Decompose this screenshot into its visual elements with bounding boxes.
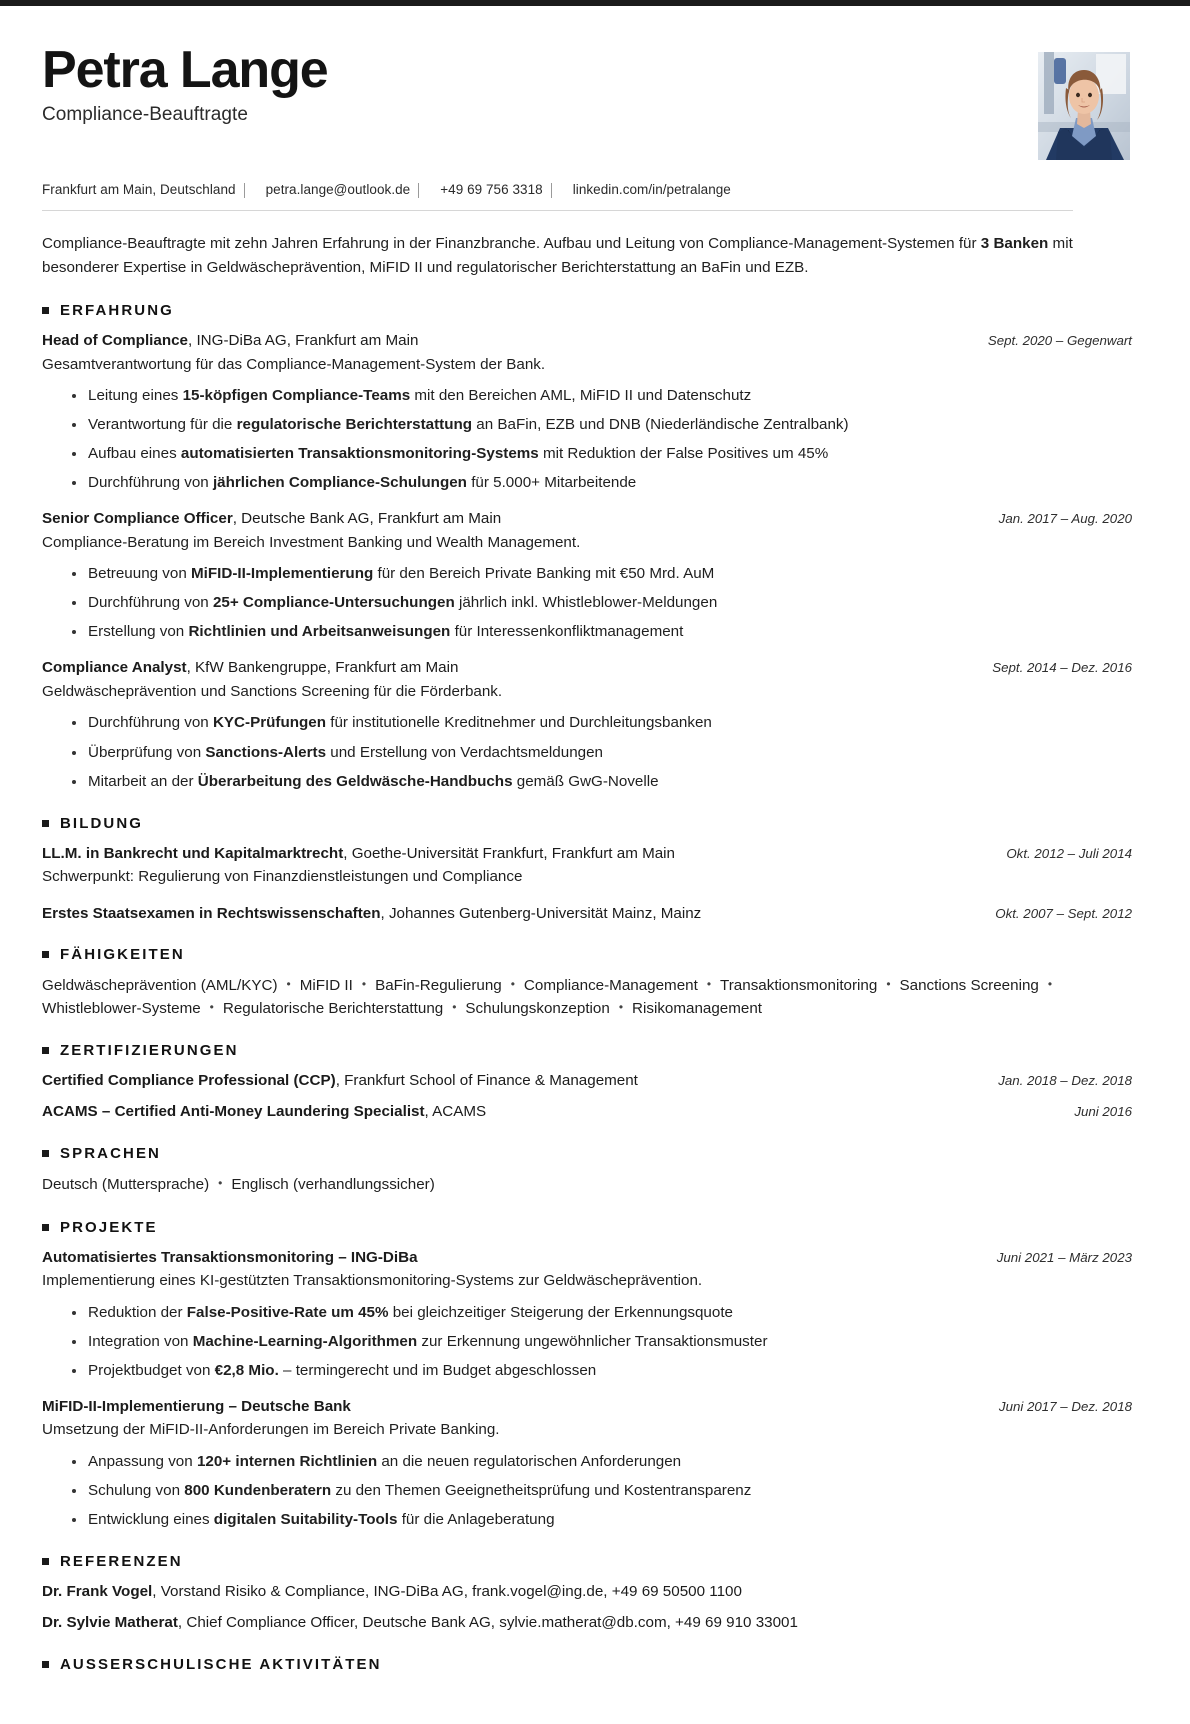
page-title: Petra Lange (42, 41, 328, 99)
bullet-text: Mitarbeit an der (88, 772, 198, 790)
professional-summary (42, 232, 1073, 280)
skills-list (42, 974, 1073, 1020)
section-heading-label: AUSSERSCHULISCHE AKTIVITÄTEN (60, 1655, 382, 1673)
education-entry (42, 903, 1132, 925)
bullet-text: Anpassung von (88, 1452, 197, 1470)
entry-header (42, 330, 1132, 352)
language-item: Deutsch (Muttersprache) (42, 1176, 210, 1194)
resume-header (42, 38, 1132, 160)
education-list (42, 843, 1132, 925)
entry-date: Jan. 2017 – Aug. 2020 (998, 511, 1132, 527)
entry-title (42, 843, 675, 865)
skill-item: Schulungskonzeption (465, 1000, 610, 1018)
bullet-text: mit den Bereichen AML, MiFID II und Datenschutz (410, 387, 752, 405)
bullet-text: bei gleichzeitiger Steigerung der Erkennungsquote (388, 1303, 733, 1321)
contact-divider (244, 183, 245, 198)
entry-title (42, 1396, 351, 1418)
contact-divider (418, 183, 419, 198)
contact-divider (551, 183, 552, 198)
bullet-item (70, 414, 1132, 436)
bullet-highlight: 15-köpfigen Compliance-Teams (182, 387, 411, 405)
entry-title-rest: , Johannes Gutenberg-Universität Mainz, Mainz (380, 904, 702, 922)
skill-item: Regulatorische Berichterstattung (222, 1000, 444, 1018)
contact-linkedin[interactable]: linkedin.com/in/petralange (572, 182, 731, 197)
language-item: Englisch (verhandlungssicher) (231, 1176, 435, 1194)
bullet-highlight: regulatorische Berichterstattung (236, 416, 473, 434)
separator-dot-icon: • (361, 977, 367, 992)
separator-dot-icon: • (218, 1176, 223, 1191)
section-heading-label: FÄHIGKEITEN (60, 946, 185, 964)
entry-title (42, 330, 418, 352)
skill-item: BaFin-Regulierung (375, 977, 502, 995)
contact-phone[interactable]: +49 69 756 3318 (440, 182, 543, 197)
bullet-text: Durchführung von (88, 474, 213, 492)
certification-text (42, 1070, 638, 1092)
bullet-highlight: Sanctions-Alerts (205, 743, 327, 761)
separator-dot-icon: • (706, 977, 712, 992)
experience-entry (42, 508, 1132, 643)
section-heading-label: REFERENZEN (60, 1552, 183, 1570)
section-heading-label: SPRACHEN (60, 1145, 161, 1163)
header-divider (42, 210, 1073, 211)
certification-text (42, 1101, 486, 1123)
square-bullet-icon (42, 951, 49, 958)
bullet-text: Verantwortung für die (88, 416, 237, 434)
bullet-item (70, 1480, 1132, 1502)
bullet-item (70, 1360, 1132, 1382)
summary-part-2: mit besonderer Expertise in Geldwäscheprävention, MiFID II und regulatorischer Berichterstattung an BaFin und EZB. (42, 235, 1073, 277)
separator-dot-icon: • (618, 1000, 624, 1015)
page-bottom-spacer (42, 1684, 1132, 1724)
bullet-item (70, 1331, 1132, 1353)
bullet-text: gemäß GwG-Novelle (512, 772, 659, 790)
entry-date: Juni 2017 – Dez. 2018 (998, 1398, 1132, 1414)
section-heading-languages (42, 1145, 1132, 1162)
separator-dot-icon: • (286, 977, 291, 992)
skill-item: Whistleblower-Systeme (42, 1000, 201, 1018)
entry-title (42, 1247, 418, 1269)
skill-item: Risikomanagement (632, 1000, 763, 1018)
square-bullet-icon (42, 1224, 49, 1231)
bullet-item (70, 472, 1132, 494)
bullet-highlight: 800 Kundenberatern (184, 1481, 332, 1499)
bullet-text: an die neuen regulatorischen Anforderungen (377, 1452, 682, 1470)
bullet-text: Durchführung von (88, 594, 213, 612)
entry-title-rest: , Goethe-Universität Frankfurt, Frankfurt am Main (343, 844, 675, 862)
experience-list (42, 330, 1132, 793)
bullet-text: Schulung von (88, 1481, 185, 1499)
section-references (42, 1553, 1132, 1634)
entry-subtitle: Gesamtverantwortung für das Compliance-Management-System der Bank. (42, 355, 546, 373)
certification-date: Jan. 2018 – Dez. 2018 (998, 1073, 1132, 1089)
bullet-item (70, 1302, 1132, 1324)
section-heading-references (42, 1553, 1132, 1570)
bullet-highlight: 25+ Compliance-Untersuchungen (212, 594, 455, 612)
entry-subtitle: Umsetzung der MiFID-II-Anforderungen im Bereich Private Banking. (42, 1421, 500, 1439)
entry-header (42, 903, 1132, 925)
section-heading-label: ZERTIFIZIERUNGEN (60, 1042, 239, 1060)
square-bullet-icon (42, 1047, 49, 1054)
bullet-list (42, 1302, 1132, 1382)
header-text-block (42, 38, 328, 126)
entry-title (42, 903, 701, 925)
square-bullet-icon (42, 820, 49, 827)
bullet-text: Betreuung von (88, 565, 192, 583)
bullet-text: für den Bereich Private Banking mit €50 Mrd. AuM (373, 565, 715, 583)
entry-title-bold: Senior Compliance Officer (42, 510, 233, 528)
entry-subtitle: Implementierung eines KI-gestützten Transaktionsmonitoring-Systems zur Geldwäscheprävention. (42, 1272, 703, 1290)
experience-entry (42, 330, 1132, 494)
avatar (1038, 52, 1130, 160)
separator-dot-icon: • (452, 1000, 457, 1015)
section-heading-education (42, 815, 1132, 832)
reference-name: Dr. Frank Vogel (42, 1582, 153, 1600)
separator-dot-icon: • (510, 977, 515, 992)
bullet-item (70, 1451, 1132, 1473)
bullet-text: Entwicklung eines (88, 1510, 214, 1528)
section-heading-certifications (42, 1042, 1132, 1059)
bullet-list (42, 712, 1132, 792)
references-list (42, 1581, 1132, 1634)
bullet-text: Reduktion der (88, 1303, 187, 1321)
section-heading-projects (42, 1219, 1132, 1236)
summary-part-1: Compliance-Beauftragte mit zehn Jahren Erfahrung in der Finanzbranche. Aufbau und Leitung von Compliance-Management-Systemen für (42, 235, 981, 252)
bullet-highlight: MiFID-II-Implementierung (191, 565, 374, 583)
entry-header (42, 1396, 1132, 1418)
experience-entry (42, 657, 1132, 792)
summary-highlight: 3 Banken (980, 235, 1049, 252)
entry-title-bold: MiFID-II-Implementierung – Deutsche Bank (42, 1397, 351, 1415)
contact-location: Frankfurt am Main, Deutschland (42, 182, 236, 197)
certification-date: Juni 2016 (1074, 1104, 1132, 1120)
section-heading-label: PROJEKTE (60, 1218, 158, 1236)
reference-name: Dr. Sylvie Matherat (42, 1613, 178, 1631)
section-heading-extracurricular (42, 1656, 1132, 1673)
bullet-highlight: jährlichen Compliance-Schulungen (212, 474, 467, 492)
certification-row (42, 1101, 1132, 1123)
section-skills (42, 946, 1132, 1020)
entry-date: Okt. 2012 – Juli 2014 (1006, 845, 1132, 861)
bullet-highlight: Machine-Learning-Algorithmen (192, 1332, 418, 1350)
entry-date: Okt. 2007 – Sept. 2012 (995, 905, 1132, 921)
bullet-highlight: automatisierten Transaktionsmonitoring-Systems (180, 445, 539, 463)
certification-issuer: , ACAMS (424, 1103, 487, 1121)
section-education (42, 815, 1132, 925)
bullet-highlight: Richtlinien und Arbeitsanweisungen (188, 623, 451, 641)
bullet-text: für institutionelle Kreditnehmer und Durchleitungsbanken (326, 714, 712, 732)
education-entry (42, 843, 1132, 889)
certification-name: Certified Compliance Professional (CCP) (42, 1072, 336, 1090)
separator-dot-icon: • (209, 1000, 214, 1015)
square-bullet-icon (42, 1558, 49, 1565)
bullet-item (70, 771, 1132, 793)
skill-item: Sanctions Screening (899, 977, 1039, 995)
certification-issuer: , Frankfurt School of Finance & Management (335, 1072, 638, 1090)
bullet-text: für Interessenkonfliktmanagement (450, 623, 684, 641)
section-heading-skills (42, 946, 1132, 963)
entry-title-bold: Compliance Analyst (42, 659, 187, 677)
bullet-text: Integration von (88, 1332, 193, 1350)
bullet-item (70, 742, 1132, 764)
square-bullet-icon (42, 1661, 49, 1668)
bullet-text: jährlich inkl. Whistleblower-Meldungen (454, 594, 718, 612)
entry-title-bold: Erstes Staatsexamen in Rechtswissenschaften (42, 904, 381, 922)
bullet-item (70, 1509, 1132, 1531)
projects-list (42, 1247, 1132, 1531)
entry-title-bold: Automatisiertes Transaktionsmonitoring – ING-DiBa (42, 1248, 418, 1266)
bullet-text: zu den Themen Geeignetheitsprüfung und Kostentransparenz (331, 1481, 752, 1499)
section-extracurricular (42, 1656, 1132, 1673)
entry-header (42, 508, 1132, 530)
square-bullet-icon (42, 307, 49, 314)
reference-row (42, 1612, 1132, 1634)
bullet-list (42, 563, 1132, 643)
reference-text (42, 1612, 798, 1634)
skill-item: MiFID II (299, 977, 353, 995)
section-certifications (42, 1042, 1132, 1123)
contact-email[interactable]: petra.lange@outlook.de (265, 182, 411, 197)
entry-subtitle: Compliance-Beratung im Bereich Investment Banking und Wealth Management. (42, 533, 581, 551)
entry-subtitle: Schwerpunkt: Regulierung von Finanzdienstleistungen und Compliance (42, 868, 523, 886)
separator-dot-icon: • (886, 977, 891, 992)
bullet-text: – termingerecht und im Budget abgeschlossen (278, 1361, 597, 1379)
bullet-item (70, 385, 1132, 407)
bullet-text: Projektbudget von (88, 1361, 215, 1379)
bullet-highlight: digitalen Suitability-Tools (213, 1510, 398, 1528)
entry-header (42, 657, 1132, 679)
bullet-item (70, 712, 1132, 734)
entry-title-bold: Head of Compliance (42, 332, 188, 350)
bullet-text: für 5.000+ Mitarbeitende (466, 474, 637, 492)
bullet-list (42, 385, 1132, 494)
skill-item: Transaktionsmonitoring (720, 977, 878, 995)
section-projects (42, 1219, 1132, 1531)
bullet-highlight: False-Positive-Rate um 45% (186, 1303, 389, 1321)
certification-row (42, 1070, 1132, 1092)
bullet-text: und Erstellung von Verdachtsmeldungen (326, 743, 603, 761)
reference-row (42, 1581, 1132, 1603)
entry-header (42, 1247, 1132, 1269)
section-heading-experience (42, 302, 1132, 319)
entry-title-rest: , KfW Bankengruppe, Frankfurt am Main (186, 659, 459, 677)
reference-details: , Vorstand Risiko & Compliance, ING-DiBa AG, frank.vogel@ing.de, +49 69 50500 1100 (152, 1582, 742, 1600)
entry-subtitle: Geldwäscheprävention und Sanctions Screening für die Förderbank. (42, 682, 503, 700)
bullet-text: mit Reduktion der False Positives um 45% (538, 445, 829, 463)
bullet-highlight: Überarbeitung des Geldwäsche-Handbuchs (197, 772, 513, 790)
bullet-text: an BaFin, EZB und DNB (Niederländische Zentralbank) (472, 416, 849, 434)
section-heading-label: BILDUNG (60, 814, 144, 832)
reference-details: , Chief Compliance Officer, Deutsche Bank AG, sylvie.matherat@db.com, +49 69 910 33001 (177, 1613, 798, 1631)
entry-date: Juni 2021 – März 2023 (996, 1249, 1132, 1265)
bullet-highlight: €2,8 Mio. (214, 1361, 279, 1379)
job-role-subtitle: Compliance-Beauftragte (42, 104, 248, 126)
skill-item: Compliance-Management (523, 977, 698, 995)
separator-dot-icon: • (1047, 977, 1053, 992)
languages-list (42, 1173, 1073, 1196)
bullet-highlight: KYC-Prüfungen (212, 714, 327, 732)
bullet-item (70, 592, 1132, 614)
reference-text (42, 1581, 742, 1603)
section-languages (42, 1145, 1132, 1196)
bullet-item (70, 443, 1132, 465)
bullet-text: für die Anlageberatung (397, 1510, 555, 1528)
bullet-text: zur Erkennung ungewöhnlicher Transaktionsmuster (417, 1332, 768, 1350)
bullet-item (70, 621, 1132, 643)
bullet-item (70, 563, 1132, 585)
bullet-text: Leitung eines (88, 387, 183, 405)
bullet-list (42, 1451, 1132, 1531)
bullet-text: Durchführung von (88, 714, 213, 732)
entry-title-bold: LL.M. in Bankrecht und Kapitalmarktrecht (42, 844, 344, 862)
entry-title (42, 508, 501, 530)
entry-title (42, 657, 458, 679)
bullet-text: Aufbau eines (88, 445, 181, 463)
entry-date: Sept. 2020 – Gegenwart (987, 333, 1132, 349)
skill-item: Geldwäscheprävention (AML/KYC) (42, 977, 278, 995)
bullet-highlight: 120+ internen Richtlinien (196, 1452, 378, 1470)
certifications-list (42, 1070, 1132, 1123)
section-heading-label: ERFAHRUNG (60, 302, 174, 320)
section-experience (42, 302, 1132, 793)
project-entry (42, 1247, 1132, 1382)
entry-date: Sept. 2014 – Dez. 2016 (992, 660, 1132, 676)
project-entry (42, 1396, 1132, 1531)
entry-header (42, 843, 1132, 865)
certification-name: ACAMS – Certified Anti-Money Laundering Specialist (42, 1103, 425, 1121)
entry-title-rest: , Deutsche Bank AG, Frankfurt am Main (232, 510, 502, 528)
bullet-text: Überprüfung von (88, 743, 206, 761)
entry-title-rest: , ING-DiBa AG, Frankfurt am Main (188, 332, 419, 350)
contact-line (42, 182, 1132, 197)
square-bullet-icon (42, 1150, 49, 1157)
bullet-text: Erstellung von (88, 623, 189, 641)
